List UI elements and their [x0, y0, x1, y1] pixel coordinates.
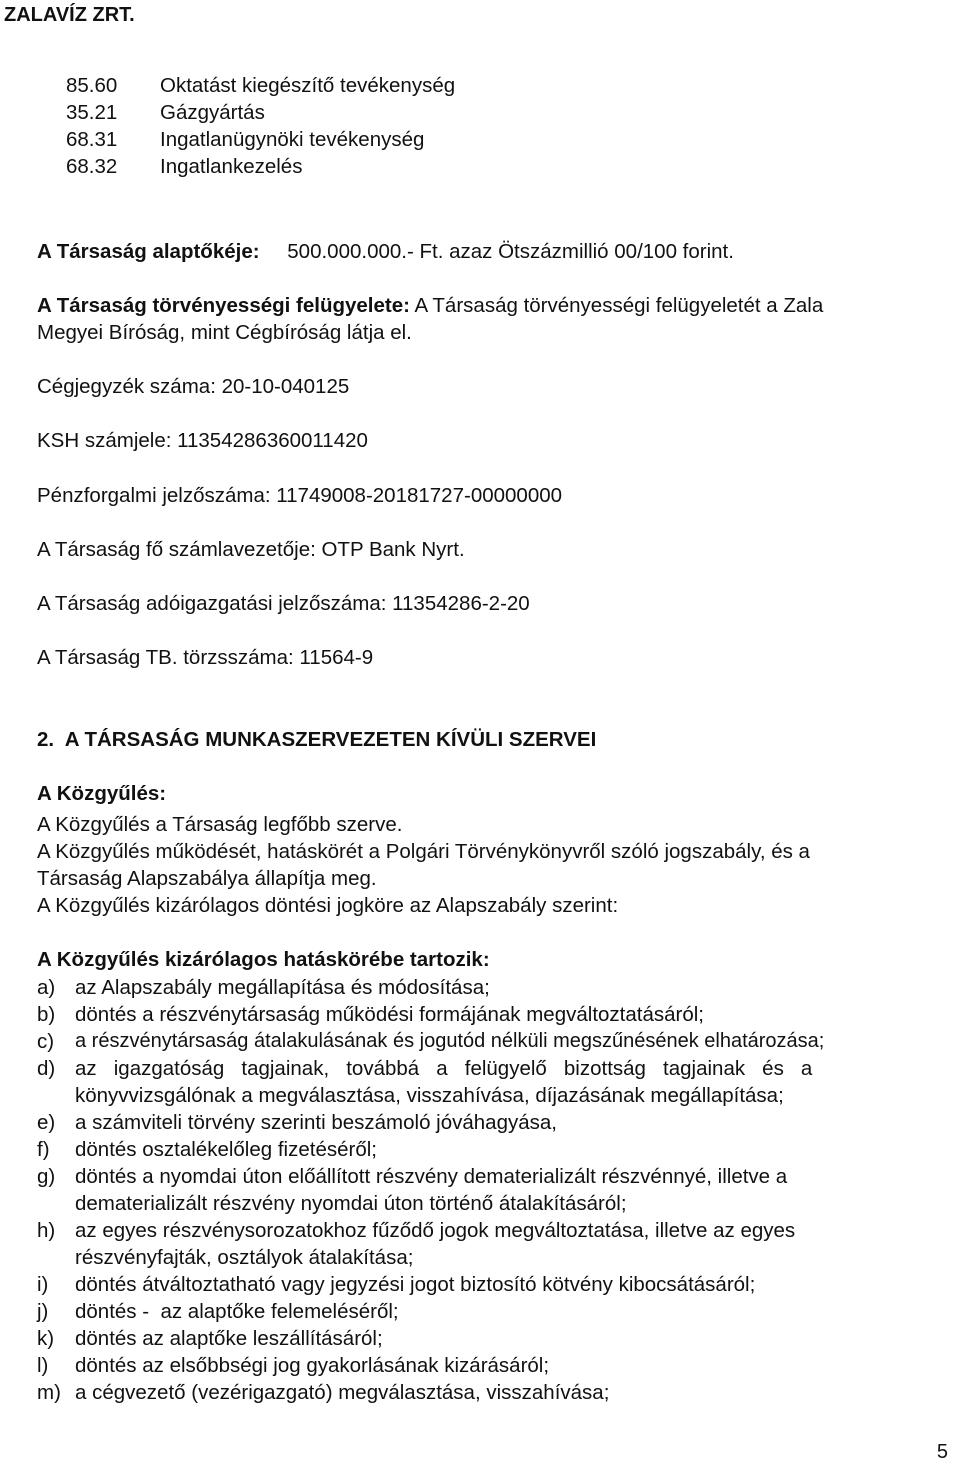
list-item: a számviteli törvény szerinti beszámoló jóváhagyása, [75, 1111, 557, 1134]
list-item: döntés a nyomdai úton előállított részvény dematerializált részvénnyé, illetve a [75, 1165, 788, 1188]
supervision-text: A Társaság törvényességi felügyeletét a Zala [414, 294, 824, 317]
company-name: ZALAVÍZ ZRT. [4, 4, 135, 26]
registry-number: Cégjegyzék száma: 20-10-040125 [37, 375, 350, 398]
list-item-letter: l) [37, 1354, 49, 1377]
supervision-line-1 [37, 294, 823, 318]
activity-name: Ingatlanügynöki tevékenység [160, 128, 425, 151]
paragraph: Társaság Alapszabálya állapítja meg. [37, 867, 377, 890]
capital-label: A Társaság alaptőkéje: [37, 240, 260, 263]
list-item: a cégvezető (vezérigazgató) megválasztása, visszahívása; [75, 1381, 610, 1404]
supervision-line-2: Megyei Bíróság, mint Cégbíróság látja el. [37, 321, 412, 344]
activity-name: Gázgyártás [160, 101, 265, 124]
list-item: döntés átváltoztatható vagy jegyzési jogot biztosító kötvény kibocsátásáról; [75, 1273, 756, 1296]
list-item: az egyes részvénysorozatokhoz fűződő jogok megváltoztatása, illetve az egyes [75, 1219, 796, 1242]
subheading-kozgyules: A Közgyűlés: [37, 782, 167, 805]
main-bank: A Társaság fő számlavezetője: OTP Bank Nyrt. [37, 538, 465, 561]
list-item-continuation: részvényfajták, osztályok átalakítása; [75, 1246, 414, 1269]
supervision-label: A Társaság törvényességi felügyelete: [37, 294, 410, 317]
list-item-continuation: könyvvizsgálónak a megválasztása, visszahívása, díjazásának megállapítása; [75, 1084, 784, 1107]
list-item-letter: f) [37, 1138, 50, 1161]
list-item-letter: m) [37, 1381, 61, 1404]
capital-value: 500.000.000.- Ft. azaz Ötszázmillió 00/100 forint. [287, 240, 734, 263]
list-item: döntés az elsőbbségi jog gyakorlásának kizárásáról; [75, 1354, 550, 1377]
ksh-number: KSH számjele: 11354286360011420 [37, 429, 368, 452]
tax-number: A Társaság adóigazgatási jelzőszáma: 11354286-2-20 [37, 592, 530, 615]
list-heading: A Közgyűlés kizárólagos hatáskörébe tartozik: [37, 948, 490, 971]
activity-name: Ingatlankezelés [160, 155, 303, 178]
list-item-letter: e) [37, 1111, 56, 1134]
list-item: döntés az alaptőke leszállításáról; [75, 1327, 383, 1350]
activity-code: 68.31 [66, 128, 118, 151]
list-item-letter: j) [37, 1300, 49, 1323]
list-item-letter: d) [37, 1057, 56, 1080]
paragraph: A Közgyűlés a Társaság legfőbb szerve. [37, 813, 403, 836]
paragraph: A Közgyűlés kizárólagos döntési jogköre az Alapszabály szerint: [37, 894, 619, 917]
activity-name: Oktatást kiegészítő tevékenység [160, 74, 456, 97]
list-item-letter: h) [37, 1219, 56, 1242]
list-item-letter: k) [37, 1327, 55, 1350]
page-number: 5 [936, 1441, 948, 1463]
activity-code: 85.60 [66, 74, 118, 97]
bank-account-number: Pénzforgalmi jelzőszáma: 11749008-20181727-00000000 [37, 484, 563, 507]
list-item: az Alapszabály megállapítása és módosítása; [75, 976, 490, 999]
section-heading: 2. A TÁRSASÁG MUNKASZERVEZETEN KÍVÜLI SZERVEI [37, 728, 597, 751]
list-item: az igazgatóság tagjainak, továbbá a felügyelő bizottság tagjainak és a [75, 1057, 813, 1080]
list-item-letter: b) [37, 1003, 56, 1026]
paragraph: A Közgyűlés működését, hatáskörét a Polgári Törvénykönyvről szóló jogszabály, és a [37, 840, 810, 863]
list-item-letter: a) [37, 976, 56, 999]
activity-code: 68.32 [66, 155, 118, 178]
list-item: a részvénytársaság átalakulásának és jogutód nélküli megszűnésének elhatározása; [75, 1030, 825, 1052]
list-item: döntés a részvénytársaság működési formájának megváltoztatásáról; [75, 1003, 704, 1026]
list-item-letter: c) [37, 1030, 55, 1053]
capital-line [37, 240, 734, 264]
list-item-letter: g) [37, 1165, 56, 1188]
list-item: döntés osztalékelőleg fizetéséről; [75, 1138, 377, 1161]
activity-code: 35.21 [66, 101, 118, 124]
list-item-continuation: dematerializált részvény nyomdai úton történő átalakításáról; [75, 1192, 627, 1215]
list-item-letter: i) [37, 1273, 49, 1296]
tb-number: A Társaság TB. törzsszáma: 11564-9 [37, 646, 374, 669]
list-item: döntés - az alaptőke felemeléséről; [75, 1300, 399, 1323]
